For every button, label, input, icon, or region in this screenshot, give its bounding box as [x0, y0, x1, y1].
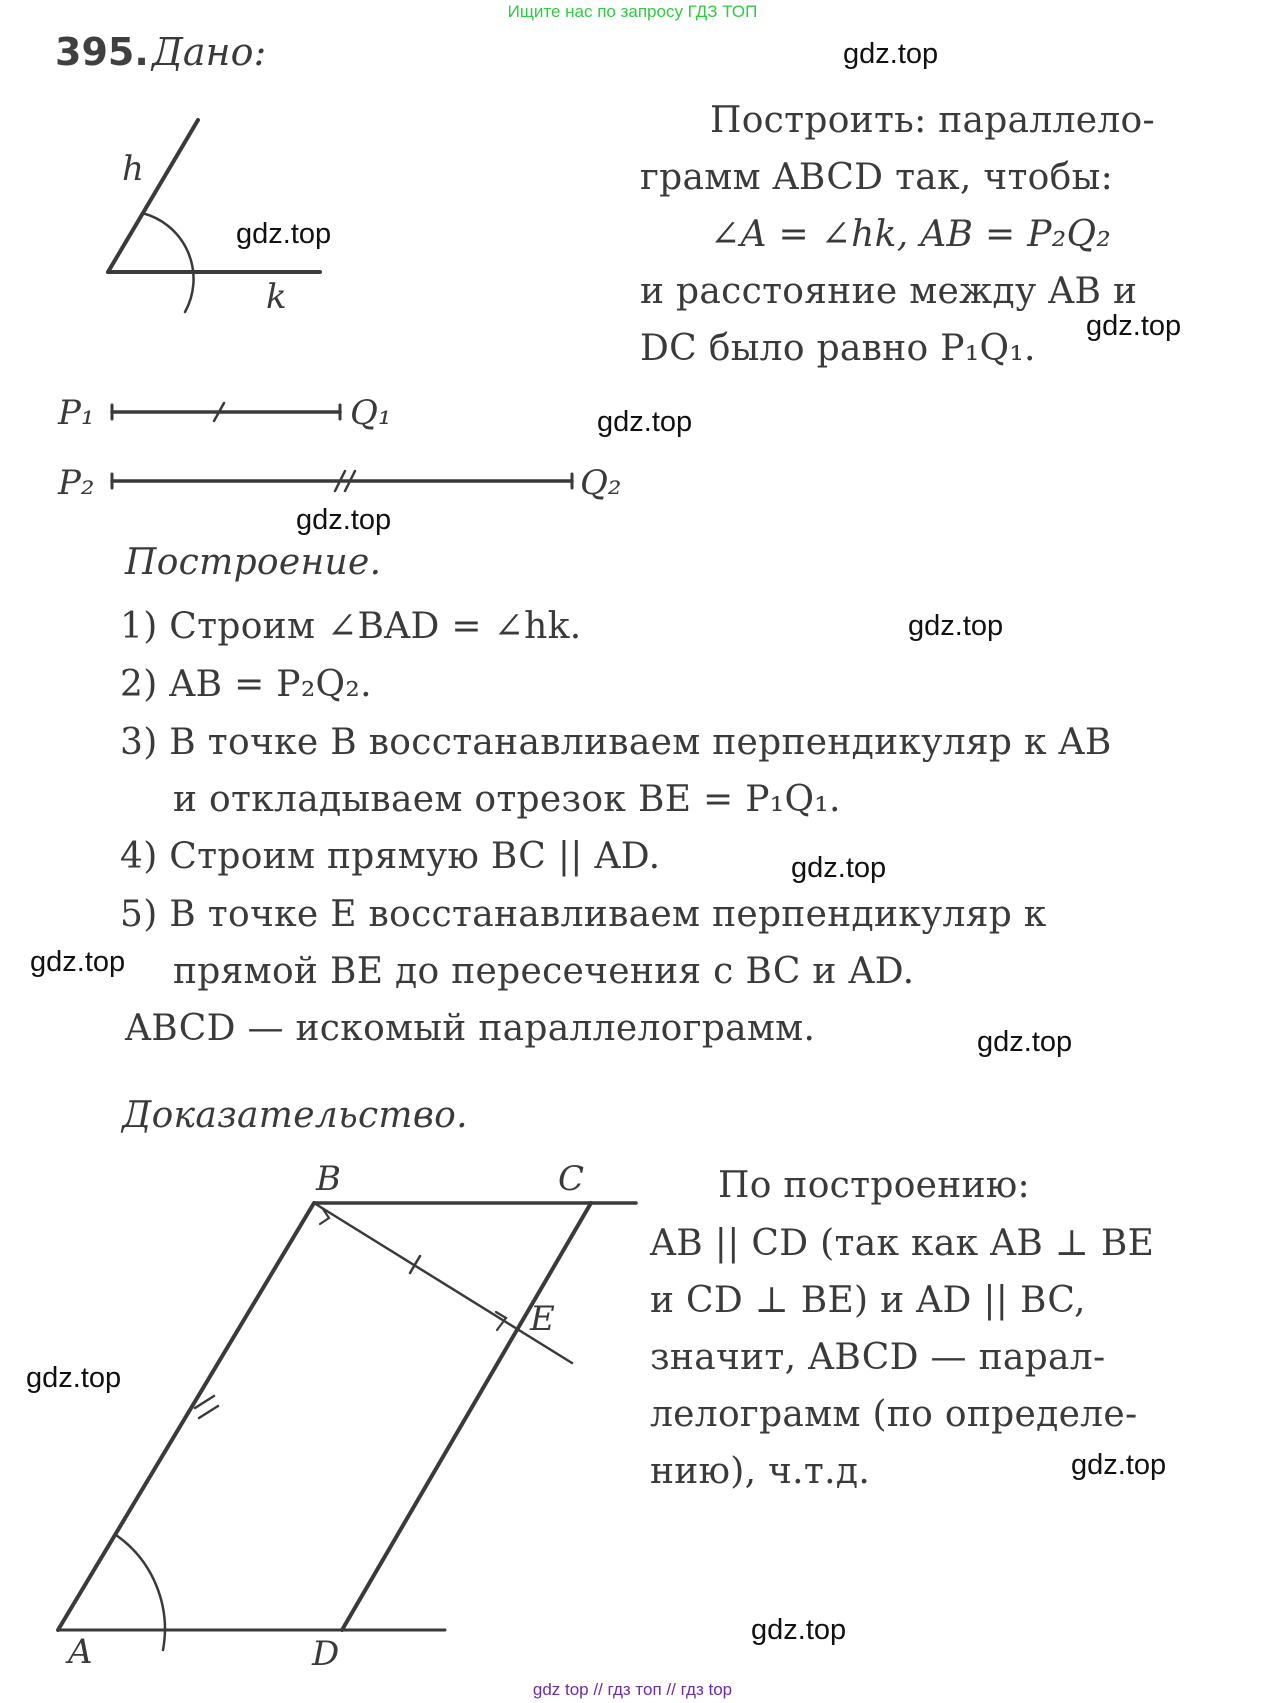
watermark-8: gdz.top	[30, 946, 126, 978]
construction-step-3b: и откладываем отрезок BE = P₁Q₁.	[173, 779, 841, 820]
watermark-9: gdz.top	[977, 1026, 1073, 1058]
bottom-link-1[interactable]: gdz top	[532, 1680, 589, 1699]
watermark-1: gdz.top	[843, 38, 939, 70]
construction-step-2: 2) AB = P₂Q₂.	[120, 664, 372, 705]
watermark-6: gdz.top	[908, 610, 1004, 642]
top-banner[interactable]: Ищите нас по запросу ГДЗ ТОП	[507, 2, 758, 21]
proof-line-5: лелограмм (по определе-	[650, 1394, 1138, 1435]
angle-arc-a	[116, 1535, 165, 1650]
bottom-links	[0, 1680, 1265, 1700]
proof-line-4: значит, ABCD — парал-	[650, 1337, 1106, 1378]
given-label: Дано:	[152, 30, 267, 74]
watermark-4: gdz.top	[597, 406, 693, 438]
label-a: A	[68, 1632, 93, 1672]
proof-line-2: AB || CD (так как AB ⊥ BE	[650, 1223, 1155, 1264]
side-cd	[342, 1203, 591, 1630]
task-line-5: DC было равно P₁Q₁.	[640, 328, 1036, 369]
ray-h	[108, 120, 198, 272]
bottom-link-2[interactable]: гдз топ	[607, 1680, 662, 1699]
label-p2: P₂	[58, 463, 95, 503]
proof-line-1: По построению:	[718, 1165, 1030, 1206]
task-line-3: ∠A = ∠hk, AB = P₂Q₂	[710, 214, 1112, 255]
right-angle-e	[496, 1312, 506, 1330]
label-e: E	[530, 1299, 555, 1339]
watermark-5: gdz.top	[296, 504, 392, 536]
label-c: C	[558, 1159, 585, 1199]
watermark-2: gdz.top	[236, 218, 332, 250]
bottom-separator-1: //	[593, 1680, 603, 1699]
construction-step-3a: 3) В точке B восстанавливаем перпендикуляр к AB	[120, 722, 1112, 763]
construction-title: Построение.	[125, 542, 382, 583]
task-line-2: грамм ABCD так, чтобы:	[640, 157, 1114, 198]
watermark-11: gdz.top	[1071, 1449, 1167, 1481]
task-line-4: и расстояние между AB и	[640, 271, 1138, 312]
label-k: k	[266, 277, 287, 317]
problem-number: 395.	[55, 30, 149, 74]
bottom-separator-2: //	[666, 1680, 676, 1699]
construction-step-5b: прямой BE до пересечения с BC и AD.	[173, 951, 915, 992]
side-ab	[58, 1203, 314, 1630]
proof-line-6: нию), ч.т.д.	[650, 1451, 871, 1492]
label-d: D	[312, 1634, 340, 1674]
construction-step-1: 1) Строим ∠BAD = ∠hk.	[120, 606, 582, 647]
label-p1: P₁	[58, 393, 95, 433]
watermark-7: gdz.top	[791, 852, 887, 884]
proof-line-3: и CD ⊥ BE) и AD || BC,	[650, 1280, 1086, 1321]
watermark-3: gdz.top	[1086, 310, 1182, 342]
ab-mark-2	[199, 1406, 218, 1418]
construction-result: ABCD — искомый параллелограмм.	[125, 1008, 816, 1049]
label-h: h	[122, 149, 144, 189]
label-q2: Q₂	[580, 463, 622, 503]
bottom-link-3[interactable]: гдз top	[680, 1680, 733, 1699]
label-q1: Q₁	[350, 393, 392, 433]
task-line-1: Построить: параллело-	[710, 100, 1155, 141]
label-b: B	[316, 1159, 341, 1199]
watermark-12: gdz.top	[751, 1614, 847, 1646]
construction-step-5a: 5) В точке E восстанавливаем перпендикуляр к	[120, 894, 1047, 935]
angle-arc-hk	[142, 213, 194, 312]
construction-step-4: 4) Строим прямую BC || AD.	[120, 836, 661, 877]
segment-be	[314, 1203, 572, 1363]
proof-title: Доказательство.	[122, 1095, 468, 1136]
watermark-10: gdz.top	[26, 1362, 122, 1394]
